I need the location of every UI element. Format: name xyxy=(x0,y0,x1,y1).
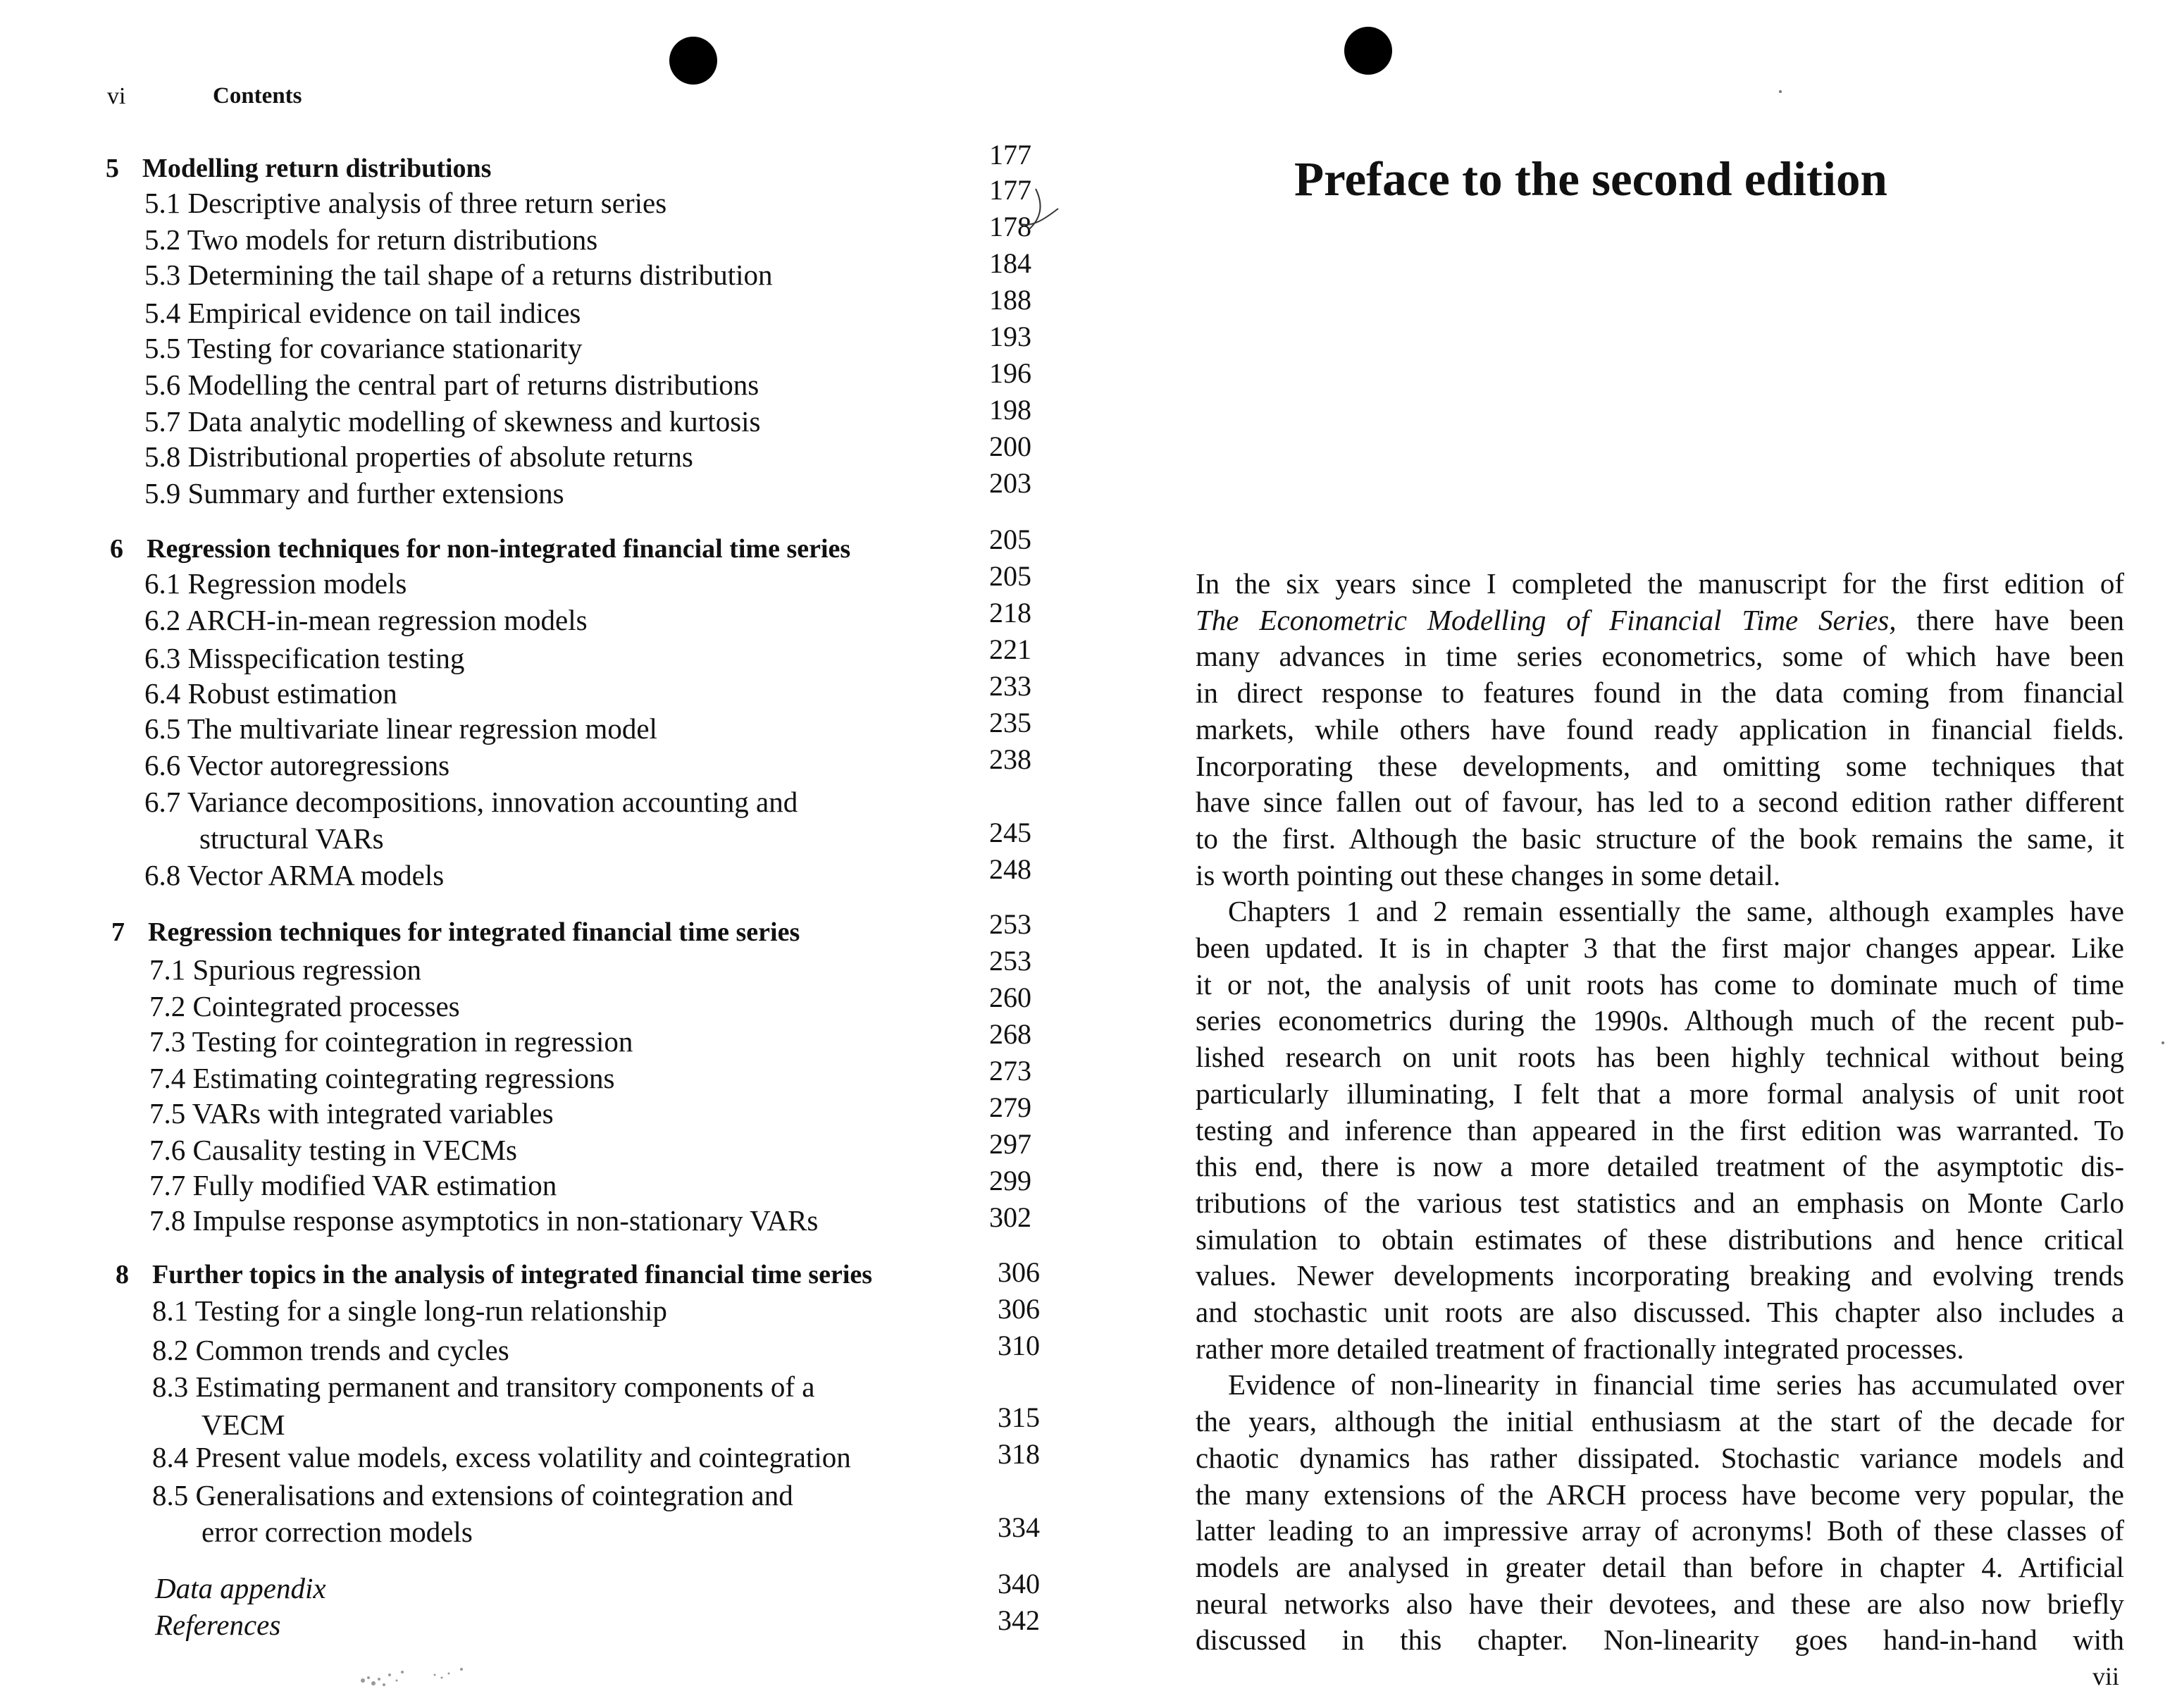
toc-section-title: 7.8 Impulse response asymptotics in non-stationary VARs xyxy=(149,1204,819,1237)
preface-text: chaotic dynamics has rather dissipated. Stochastic variance models and xyxy=(1196,1442,2124,1474)
preface-line xyxy=(1196,1516,2124,1545)
toc-section-title: 7.4 Estimating cointegrating regressions xyxy=(149,1062,615,1094)
preface-text: series econometrics during the 1990s. Although much of the recent pub- xyxy=(1196,1004,2124,1036)
preface-text: values. Newer developments incorporating breaking and evolving trends xyxy=(1196,1259,2124,1292)
toc-chapter-number: 8 xyxy=(116,1260,129,1289)
toc-chapter-title: Modelling return distributions xyxy=(142,154,492,183)
pencil-check-mark xyxy=(1015,182,1064,252)
toc-section-title: 8.3 Estimating permanent and transitory components of a xyxy=(152,1370,815,1403)
preface-line xyxy=(1196,1079,2124,1108)
toc-section-title: 8.1 Testing for a single long-run relationship xyxy=(152,1294,667,1327)
toc-page-number: 310 xyxy=(998,1330,1040,1361)
toc-page-number: 306 xyxy=(998,1256,1040,1288)
toc-section-title: 7.2 Cointegrated processes xyxy=(149,990,460,1022)
toc-page-number: 268 xyxy=(989,1018,1031,1050)
toc-section-title: 5.2 Two models for return distributions xyxy=(144,223,598,256)
toc-section-title: 5.1 Descriptive analysis of three return series xyxy=(144,187,667,219)
preface-line xyxy=(1196,715,2124,744)
preface-line xyxy=(1196,1553,2124,1582)
toc-section-title: 6.3 Misspecification testing xyxy=(144,642,465,674)
toc-page-number: 235 xyxy=(989,707,1031,738)
toc-page-number: 218 xyxy=(989,597,1031,629)
toc-page-number: 248 xyxy=(989,853,1031,885)
preface-text: this end, there is now a more detailed treatment of the asymptotic dis- xyxy=(1196,1150,2124,1182)
right-page-number: vii xyxy=(2092,1662,2120,1690)
toc-page-number: 177 xyxy=(989,139,1031,171)
toc-chapter-title: Regression techniques for non-integrated financial time series xyxy=(147,534,851,564)
preface-text: in direct response to features found in the data coming from financial xyxy=(1196,676,2124,709)
preface-line xyxy=(1196,1116,2124,1145)
running-title: Contents xyxy=(213,83,302,109)
preface-line xyxy=(1196,1590,2124,1619)
toc-page-number: 203 xyxy=(989,467,1031,499)
scan-smudge xyxy=(356,1659,483,1702)
preface-line xyxy=(1196,1623,2124,1656)
preface-text: Incorporating these developments, and omitting some techniques that xyxy=(1196,750,2124,782)
toc-back-matter: Data appendix xyxy=(155,1572,326,1604)
toc-section-title: VECM xyxy=(201,1409,285,1441)
preface-line xyxy=(1196,1480,2124,1509)
preface-text: tributions of the various test statistics and an emphasis on Monte Carlo xyxy=(1196,1187,2124,1219)
toc-page-number: 200 xyxy=(989,431,1031,462)
toc-section-title: 5.6 Modelling the central part of returns distributions xyxy=(144,369,759,401)
toc-section-title: 7.1 Spurious regression xyxy=(149,953,422,986)
preface-line xyxy=(1196,606,2124,635)
toc-section-title: 7.7 Fully modified VAR estimation xyxy=(149,1169,557,1201)
preface-line xyxy=(1196,1298,2124,1327)
preface-line xyxy=(1196,1006,2124,1035)
toc-page-number: 178 xyxy=(989,211,1031,242)
preface-line xyxy=(1196,824,2124,853)
preface-text: latter leading to an impressive array of acronyms! Both of these classes of xyxy=(1196,1514,2124,1547)
toc-section-title: 5.4 Empirical evidence on tail indices xyxy=(144,297,581,329)
toc-page-number: 260 xyxy=(989,982,1031,1013)
toc-section-title: 6.2 ARCH-in-mean regression models xyxy=(144,604,588,636)
preface-line xyxy=(1196,934,2124,963)
preface-text: the years, although the initial enthusiasm at the start of the decade for xyxy=(1196,1405,2124,1437)
preface-text: have since fallen out of favour, has led to a second edition rather different xyxy=(1196,786,2124,818)
preface-text: models are analysed in greater detail than before in chapter 4. Artificial xyxy=(1196,1551,2124,1583)
preface-text: neural networks also have their devotees, and these are also now briefly xyxy=(1196,1588,2124,1620)
preface-text: there have been xyxy=(1896,604,2124,636)
toc-section-title: 5.8 Distributional properties of absolute returns xyxy=(144,440,693,473)
preface-text: the many extensions of the ARCH process have become very popular, the xyxy=(1196,1478,2124,1511)
toc-chapter-title: Regression techniques for integrated financial time series xyxy=(148,917,800,947)
toc-section-title: 5.5 Testing for covariance stationarity xyxy=(144,332,583,364)
toc-page-number: 233 xyxy=(989,670,1031,702)
book-title: The Econometric Modelling of Financial Time Series, xyxy=(1196,604,1897,636)
preface-line xyxy=(1196,569,2124,598)
toc-chapter-number: 6 xyxy=(110,534,123,564)
preface-text: been updated. It is in chapter 3 that the first major changes appear. Like xyxy=(1196,932,2124,964)
toc-chapter-title: Further topics in the analysis of integrated financial time series xyxy=(152,1260,873,1289)
toc-page-number: 253 xyxy=(989,908,1031,940)
toc-page-number: 205 xyxy=(989,560,1031,592)
preface-text: discussed in this chapter. Non-linearity goes hand-in-hand with xyxy=(1196,1623,2124,1656)
preface-line xyxy=(1196,1152,2124,1181)
binder-hole xyxy=(1344,27,1392,75)
scan-speck xyxy=(1779,90,1782,93)
toc-chapter-number: 7 xyxy=(111,917,125,947)
preface-line xyxy=(1196,1043,2124,1072)
toc-section-title: 7.5 VARs with integrated variables xyxy=(149,1097,554,1130)
preface-text: and stochastic unit roots are also discussed. This chapter also includes a xyxy=(1196,1296,2124,1328)
left-page-number: vi xyxy=(107,83,126,109)
preface-line xyxy=(1228,1370,2124,1399)
toc-page-number: 205 xyxy=(989,524,1031,555)
preface-text: markets, while others have found ready application in financial fields. xyxy=(1196,713,2124,745)
toc-page-number: 315 xyxy=(998,1401,1040,1433)
toc-page-number: 253 xyxy=(989,945,1031,977)
preface-text: is worth pointing out these changes in some detail. xyxy=(1196,859,1781,891)
toc-section-title: 5.3 Determining the tail shape of a returns distribution xyxy=(144,259,773,291)
preface-title: Preface to the second edition xyxy=(1294,152,1887,206)
toc-page-number: 302 xyxy=(989,1201,1031,1233)
toc-page-number: 297 xyxy=(989,1128,1031,1160)
toc-page-number: 340 xyxy=(998,1568,1040,1599)
preface-text: Evidence of non-linearity in financial time series has accumulated over xyxy=(1228,1368,2124,1401)
preface-text: simulation to obtain estimates of these distributions and hence critical xyxy=(1196,1223,2124,1256)
preface-text: testing and inference than appeared in the first edition was warranted. To xyxy=(1196,1114,2124,1146)
preface-line xyxy=(1196,970,2124,999)
preface-line xyxy=(1196,642,2124,671)
preface-line xyxy=(1196,752,2124,781)
toc-section-title: 8.2 Common trends and cycles xyxy=(152,1334,509,1366)
preface-line xyxy=(1196,1407,2124,1436)
toc-page-number: 193 xyxy=(989,321,1031,352)
preface-text: In the six years since I completed the manuscript for the first edition of xyxy=(1196,567,2124,600)
toc-page-number: 342 xyxy=(998,1604,1040,1636)
preface-line xyxy=(1196,1444,2124,1473)
scan-speck xyxy=(2162,1041,2164,1044)
toc-section-title: 8.5 Generalisations and extensions of cointegration and xyxy=(152,1479,793,1511)
preface-line xyxy=(1196,1332,2124,1365)
toc-back-matter: References xyxy=(155,1609,281,1641)
preface-text: Chapters 1 and 2 remain essentially the same, although examples have xyxy=(1228,895,2124,927)
toc-page-number: 318 xyxy=(998,1438,1040,1470)
toc-section-title: 6.1 Regression models xyxy=(144,567,407,600)
toc-section-title: 6.6 Vector autoregressions xyxy=(144,749,450,781)
preface-line xyxy=(1196,788,2124,817)
toc-section-title: 6.5 The multivariate linear regression model xyxy=(144,712,657,745)
preface-line xyxy=(1196,1261,2124,1290)
toc-section-title: 6.4 Robust estimation xyxy=(144,677,397,710)
preface-text: to the first. Although the basic structure of the book remains the same, it xyxy=(1196,822,2124,855)
binder-hole xyxy=(669,37,717,85)
preface-text: many advances in time series econometrics, some of which have been xyxy=(1196,640,2124,672)
toc-section-title: error correction models xyxy=(201,1516,473,1548)
preface-line xyxy=(1196,676,2124,709)
toc-section-title: 5.9 Summary and further extensions xyxy=(144,477,564,509)
left-page xyxy=(0,0,1088,1708)
preface-line xyxy=(1196,1225,2124,1254)
toc-section-title: 6.8 Vector ARMA models xyxy=(144,859,445,891)
toc-chapter-number: 5 xyxy=(106,154,119,183)
toc-page-number: 238 xyxy=(989,743,1031,775)
preface-line xyxy=(1196,861,2124,890)
toc-page-number: 221 xyxy=(989,633,1031,665)
toc-section-title: 6.7 Variance decompositions, innovation accounting and xyxy=(144,786,798,818)
preface-line xyxy=(1228,897,2124,926)
toc-page-number: 306 xyxy=(998,1293,1040,1325)
toc-section-title: 8.4 Present value models, excess volatility and cointegration xyxy=(152,1441,851,1473)
preface-line xyxy=(1196,1189,2124,1218)
toc-page-number: 334 xyxy=(998,1511,1040,1543)
preface-text: particularly illuminating, I felt that a more formal analysis of unit root xyxy=(1196,1077,2124,1110)
preface-text: rather more detailed treatment of fractionally integrated processes. xyxy=(1196,1332,1964,1365)
toc-page-number: 177 xyxy=(989,174,1031,206)
toc-page-number: 273 xyxy=(989,1055,1031,1087)
toc-page-number: 245 xyxy=(989,817,1031,848)
toc-page-number: 198 xyxy=(989,394,1031,426)
preface-text: it or not, the analysis of unit roots has come to dominate much of time xyxy=(1196,968,2124,1001)
toc-page-number: 299 xyxy=(989,1165,1031,1196)
preface-text: lished research on unit roots has been highly technical without being xyxy=(1196,1041,2124,1073)
toc-section-title: 5.7 Data analytic modelling of skewness and kurtosis xyxy=(144,405,761,438)
toc-page-number: 184 xyxy=(989,247,1031,279)
toc-page-number: 196 xyxy=(989,357,1031,389)
toc-page-number: 279 xyxy=(989,1091,1031,1123)
toc-section-title: 7.3 Testing for cointegration in regression xyxy=(149,1025,633,1058)
toc-section-title: 7.6 Causality testing in VECMs xyxy=(149,1134,518,1166)
toc-page-number: 188 xyxy=(989,284,1031,316)
toc-section-title: structural VARs xyxy=(199,822,384,855)
